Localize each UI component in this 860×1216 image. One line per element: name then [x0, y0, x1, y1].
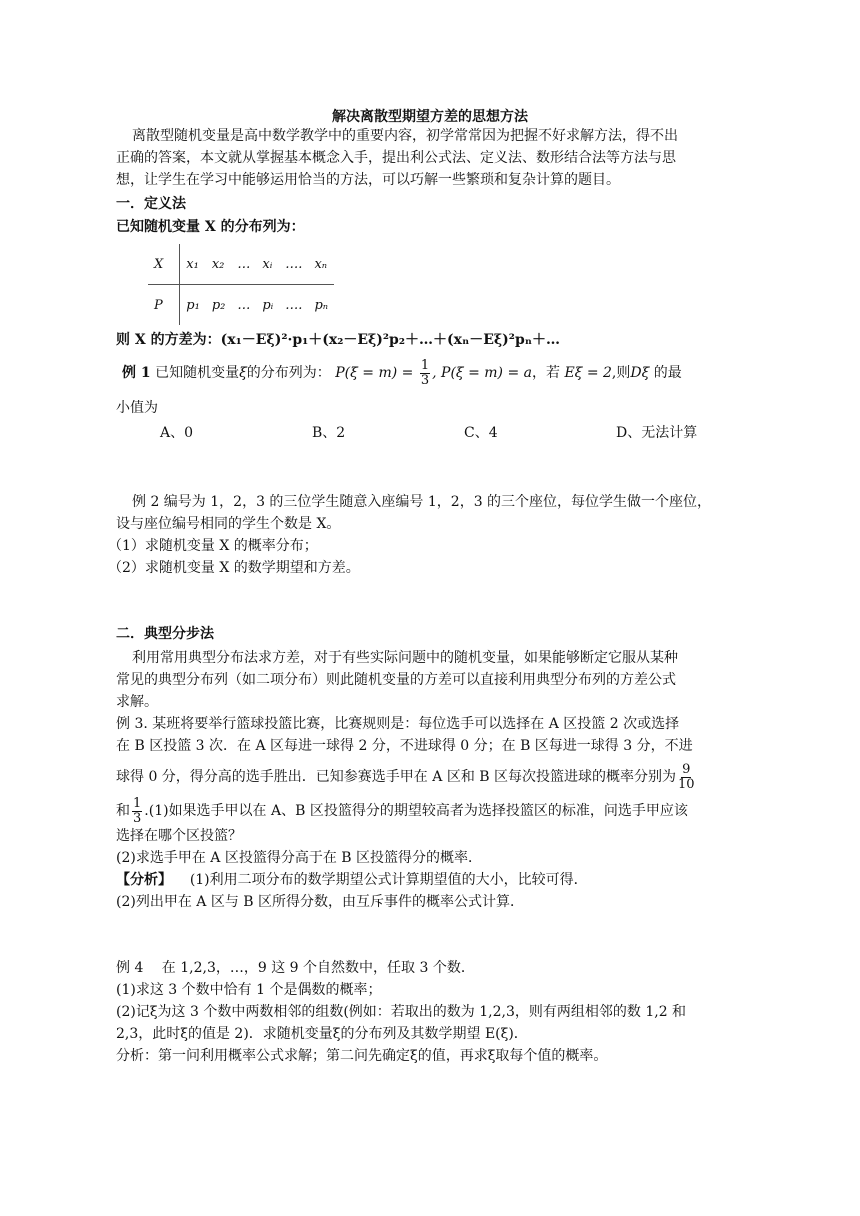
fraction-denominator: 10: [678, 776, 695, 792]
intro-line-2: 正确的答案，本文就从掌握基本概念入手，提出利公式法、定义法、数形结合法等方法与思: [116, 150, 676, 166]
example1-text: ，若: [531, 365, 560, 381]
example3-line-1: 例 3. 某班将要举行篮球投篮比赛，比赛规则是：每位选手可以选择在 A 区投篮 2 次或选择: [116, 716, 680, 732]
distribution-table: [148, 244, 334, 325]
example1-text: 已知随机变量: [155, 365, 240, 381]
table-cell: p₂: [211, 297, 226, 313]
fraction-numerator: 1: [420, 357, 430, 373]
distribution-intro: 已知随机变量 X 的分布列为：: [116, 219, 305, 235]
xi-symbol: ξ: [239, 365, 247, 381]
intro-line-3: 想，让学生在学习中能够运用恰当的方法，可以巧解一些繁琐和复杂计算的题目。: [116, 172, 620, 188]
example4-line-3: (2)记ξ为这 3 个数中两数相邻的组数(例如：若取出的数为 1,2,3，则有两组相邻的数 1,2 和: [116, 1004, 687, 1020]
fraction: [132, 797, 142, 826]
table-cell: pᵢ: [262, 297, 274, 313]
analysis-line-2: (2)列出甲在 A 区与 B 区所得分数，由互斥事件的概率公式计算．: [116, 894, 525, 910]
example2-line-4: （2）求随机变量 X 的数学期望和方差。: [108, 560, 360, 576]
table-cell: p₁: [186, 297, 200, 313]
analysis-label: 【分析】: [116, 872, 172, 888]
formula: , P(ξ = m) = a: [432, 365, 532, 381]
example4-line-2: (1)求这 3 个数中恰有 1 个是偶数的概率；: [116, 982, 382, 998]
fraction-denominator: 3: [133, 810, 142, 826]
example3-text: 和: [116, 803, 130, 819]
example1-text: ,则: [611, 365, 631, 381]
table-header-x: X: [148, 244, 180, 285]
fraction: [678, 763, 695, 792]
example1-line-1: [122, 356, 682, 390]
variance-prefix: 则 X 的方差为：: [116, 332, 221, 348]
table-cell: …: [231, 244, 256, 285]
section2-heading: 二．典型分步法: [116, 626, 214, 642]
variance-definition: [116, 330, 560, 350]
analysis-line-1: [116, 870, 588, 890]
formula: P(ξ = m) =: [335, 365, 414, 381]
table-cell: pₙ: [314, 297, 329, 313]
variance-formula: (x₁－Eξ)²·p₁＋(x₂－Eξ)²p₂＋…＋(xₙ－Eξ)²pₙ＋…: [220, 332, 560, 348]
section2-intro-2: 常见的典型分布列（如二项分布）则此随机变量的方差可以直接利用典型分布列的方差公式: [116, 672, 676, 688]
example4-line-5: 分析：第一问利用概率公式求解；第二问先确定ξ的值，再求ξ取每个值的概率。: [116, 1048, 608, 1064]
section2-intro-1: 利用常用典型分布法求方差，对于有些实际问题中的随机变量，如果能够断定它服从某种: [132, 650, 678, 666]
example3-line-3: [116, 760, 697, 794]
example3-text: .(1)如果选手甲以在 A、B 区投篮得分的期望较高者为选择投篮区的标准，问选手甲应该: [144, 803, 688, 819]
example2-line-3: （1）求随机变量 X 的概率分布；: [108, 538, 318, 554]
formula: Dξ: [630, 365, 650, 381]
example4-line-4: 2,3，此时ξ的值是 2)．求随机变量ξ的分布列及其数学期望 E(ξ)．: [116, 1026, 528, 1042]
example3-line-4: [116, 794, 688, 828]
table-cell: xₙ: [308, 244, 334, 285]
example3-line-5: 选择在哪个区投篮？: [116, 828, 242, 844]
example1-text: 的分布列为：: [246, 365, 331, 381]
formula: Eξ = 2: [564, 365, 612, 381]
table-cell: xᵢ: [256, 244, 279, 285]
option-b: B、2: [312, 425, 346, 441]
example2-line-2: 设与座位编号相同的学生个数是 X。: [116, 516, 341, 532]
table-header-p: P: [148, 285, 180, 326]
fraction: [420, 359, 430, 388]
analysis-text: (1)利用二项分布的数学期望公式计算期望值的大小，比较可得．: [189, 872, 588, 888]
intro-line-1: 离散型随机变量是高中数学教学中的重要内容，初学常常因为把握不好求解方法，得不出: [132, 128, 678, 144]
table-cell: …: [237, 297, 251, 313]
section2-intro-3: 求解。: [116, 694, 158, 710]
option-c: C、4: [464, 425, 498, 441]
example4-line-1: 例 4 在 1,2,3，…，9 这 9 个自然数中，任取 3 个数．: [116, 960, 475, 976]
section1-heading: 一．定义法: [116, 196, 186, 212]
example2-line-1: 例 2 编号为 1，2，3 的三位学生随意入座编号 1，2，3 的三个座位，每位学生做一个座位，: [132, 494, 712, 510]
fraction-numerator: 1: [133, 795, 142, 811]
document-title: 解决离散型期望方差的思想方法: [332, 109, 528, 125]
example3-line-2: 在 B 区投篮 3 次．在 A 区每进一球得 2 分，不进球得 0 分；在 B 区每进一球得 3 分，不进: [116, 738, 693, 754]
fraction-numerator: 9: [682, 761, 691, 777]
example3-line-6: (2)求选手甲在 A 区投篮得分高于在 B 区投篮得分的概率．: [116, 850, 483, 866]
table-cell: ….: [285, 297, 303, 313]
example1-label: 例 1: [122, 365, 151, 381]
option-a: A、0: [160, 425, 194, 441]
table-cell: ….: [279, 244, 308, 285]
example1-text: 的最: [653, 365, 682, 381]
fraction-denominator: 3: [420, 372, 430, 388]
example3-text: 球得 0 分，得分高的选手胜出．已知参赛选手甲在 A 区和 B 区每次投篮进球的概率分别为: [116, 769, 677, 785]
example1-line-2: 小值为: [116, 400, 158, 416]
table-cell: x₁: [180, 244, 206, 285]
option-d: D、无法计算: [616, 425, 698, 441]
table-cell: x₂: [206, 244, 232, 285]
